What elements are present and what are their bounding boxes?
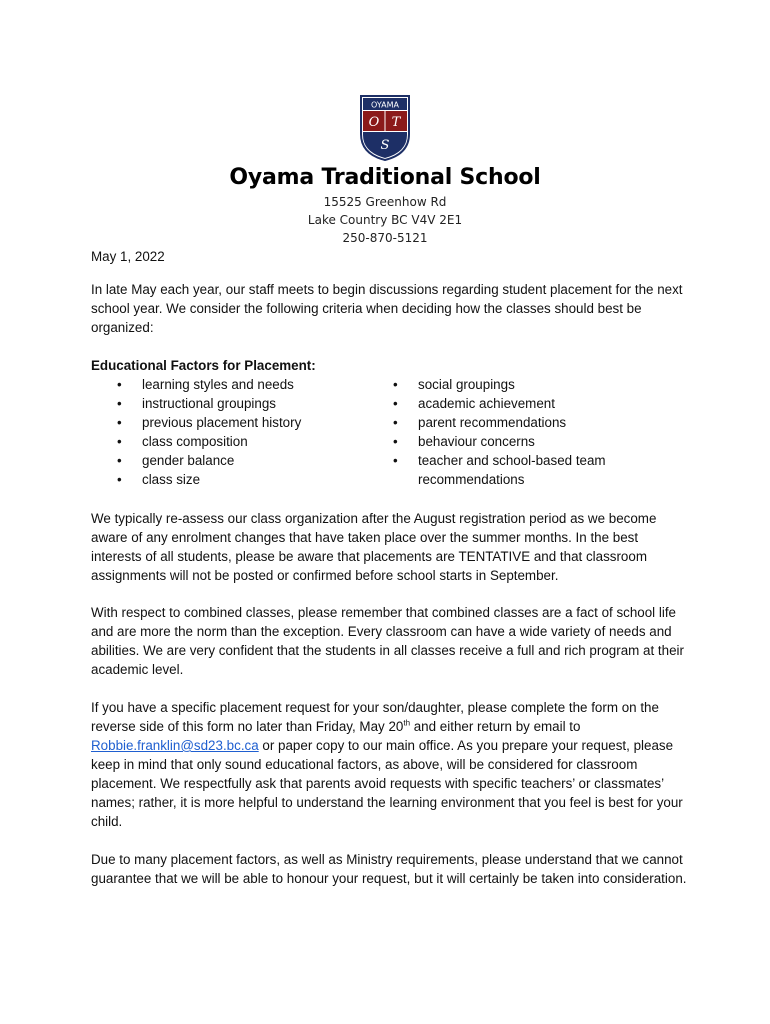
factor-item: • parent recommendations	[393, 413, 643, 432]
factor-item: • class composition	[117, 432, 367, 451]
crest-letter-o: O	[368, 115, 380, 130]
factor-item: • academic achievement	[393, 394, 643, 413]
crest-letter-s: S	[380, 138, 390, 153]
school-crest-logo	[359, 94, 411, 162]
reassess-paragraph: We typically re-assess our class organization after the August registration period as we become aware of any enrolment changes that have taken place over the summer months. In the best interests of all students, please be aware that placements are TENTATIVE and that classroom assignments will not be posted or confirmed before school starts in September.	[91, 511, 657, 583]
factors-list-right	[367, 375, 643, 489]
closing-paragraph: Due to many placement factors, as well as Ministry requirements, please understand that we cannot guarantee that we will be able to honour your request, but it will certainly be taken into consideration.	[91, 852, 687, 886]
factors-columns	[91, 375, 691, 489]
school-name-heading: Oyama Traditional School	[229, 165, 541, 190]
address-street: 15525 Greenhow Rd	[323, 195, 447, 209]
placement-factors-section	[91, 356, 691, 489]
factor-item: • previous placement history	[117, 413, 367, 432]
factor-item: • behaviour concerns	[393, 432, 643, 451]
ordinal-suffix: th	[403, 718, 411, 728]
factor-item: • social groupings	[393, 375, 643, 394]
intro-paragraph: In late May each year, our staff meets to begin discussions regarding student placement for the next school year. We consider the following criteria when deciding how the classes should best be organized:	[91, 282, 683, 335]
factor-item: • learning styles and needs	[117, 375, 367, 394]
request-text-part1: If you have a specific placement request for your son/daughter, please complete the form on the reverse side of this form no later than Friday, May 20	[91, 700, 659, 734]
crest-banner-text: OYAMA	[371, 100, 399, 110]
phone-number: 250-870-5121	[342, 231, 428, 245]
placement-request-paragraph	[91, 698, 691, 831]
request-text-part3: or paper copy to our main office. As you prepare your request, please keep in mind that only sound educational factors, as above, will be considered for classroom placement. We respectfully ask that parents avoid requests with specific teachers’ or classmates’ names; rather, it is more helpful to understand the learning environment that you feel is best for your child.	[91, 738, 683, 829]
combined-classes-paragraph: With respect to combined classes, please remember that combined classes are a fact of school life and are more the norm than the exception. Every classroom can have a wide variety of needs and abilities. We are very confident that the students in all classes receive a full and rich program at their academic level.	[91, 605, 684, 677]
factor-item: • class size	[117, 470, 367, 489]
request-text-part2: and either return by email to	[410, 719, 581, 734]
factors-heading: Educational Factors for Placement:	[91, 358, 316, 373]
letter-date: May 1, 2022	[91, 249, 165, 264]
factor-item: • gender balance	[117, 451, 367, 470]
factors-list-left	[91, 375, 367, 489]
address-city: Lake Country BC V4V 2E1	[307, 213, 463, 227]
email-link[interactable]: Robbie.franklin@sd23.bc.ca	[91, 738, 259, 753]
crest-letter-t: T	[391, 115, 401, 130]
factor-item: • teacher and school-based team recommendations	[393, 451, 643, 489]
factor-item: • instructional groupings	[117, 394, 367, 413]
